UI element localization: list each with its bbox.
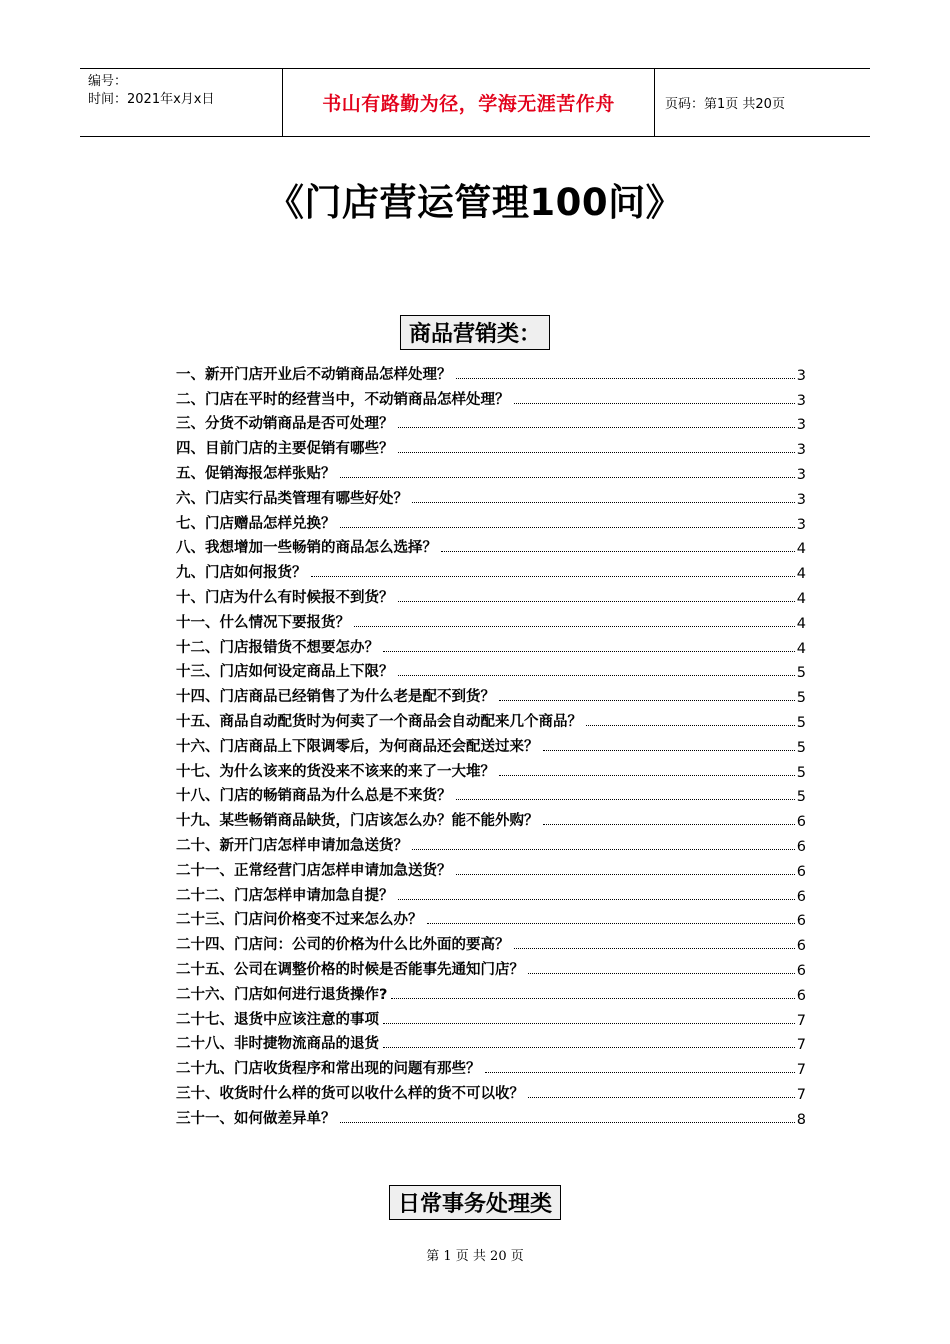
toc-entry[interactable]	[176, 954, 806, 979]
code-label: 编号：	[88, 74, 128, 89]
toc-leader-dots	[528, 1097, 795, 1098]
toc-entry-title: 二十二、门店怎样申请加急自提？	[176, 887, 394, 904]
toc-entry-title: 二十一、正常经营门店怎样申请加急送货？	[176, 862, 452, 879]
toc-leader-dots	[340, 527, 795, 528]
toc-entry[interactable]	[176, 681, 806, 706]
toc-entry[interactable]	[176, 483, 806, 508]
toc-entry[interactable]	[176, 905, 806, 930]
toc-entry[interactable]	[176, 731, 806, 756]
toc-entry-title: 二十五、公司在调整价格的时候是否能事先通知门店？	[176, 961, 524, 978]
toc-entry-title: 十、门店为什么有时候报不到货？	[176, 589, 394, 606]
toc-entry-title: 十三、门店如何设定商品上下限？	[176, 664, 394, 681]
toc-entry-page: 7	[796, 1012, 806, 1029]
section-heading-marketing: 商品营销类：	[400, 315, 550, 350]
table-of-contents	[176, 359, 806, 1128]
toc-entry-title: 三、分货不动销商品是否可处理？	[176, 416, 394, 433]
toc-entry-page: 4	[796, 541, 806, 558]
toc-leader-dots	[528, 973, 795, 974]
toc-leader-dots	[543, 750, 795, 751]
toc-leader-dots	[586, 725, 795, 726]
toc-leader-dots	[354, 626, 795, 627]
toc-entry[interactable]	[176, 1103, 806, 1128]
toc-entry-page: 5	[796, 714, 806, 731]
toc-entry-page: 7	[796, 1062, 806, 1079]
toc-entry-page: 6	[796, 838, 806, 855]
toc-leader-dots	[456, 378, 795, 379]
toc-leader-dots	[514, 948, 795, 949]
toc-entry-page: 6	[796, 987, 806, 1004]
toc-entry[interactable]	[176, 557, 806, 582]
toc-entry[interactable]	[176, 384, 806, 409]
toc-leader-dots	[311, 576, 795, 577]
toc-leader-dots	[499, 775, 795, 776]
toc-entry-page: 5	[796, 789, 806, 806]
toc-entry-title: 三十、收货时什么样的货可以收什么样的货不可以收？	[176, 1085, 524, 1102]
toc-leader-dots	[383, 651, 795, 652]
toc-entry[interactable]	[176, 830, 806, 855]
toc-entry-page: 6	[796, 814, 806, 831]
toc-entry-title: 四、目前门店的主要促销有哪些？	[176, 441, 394, 458]
toc-entry-page: 6	[796, 913, 806, 930]
toc-entry-title: 二十、新开门店怎样申请加急送货？	[176, 837, 408, 854]
toc-entry-page: 5	[796, 665, 806, 682]
toc-entry-title: 五、促销海报怎样张贴？	[176, 465, 336, 482]
header-page-info: 页码：第1页 共20页	[665, 97, 785, 112]
toc-entry-title: 十六、门店商品上下限调零后，为何商品还会配送过来？	[176, 738, 539, 755]
toc-entry[interactable]	[176, 781, 806, 806]
toc-entry-title: 二十三、门店问价格变不过来怎么办？	[176, 912, 423, 929]
toc-entry-title: 一、新开门店开业后不动销商品怎样处理？	[176, 366, 452, 383]
toc-entry-title: 二十七、退货中应该注意的事项	[176, 1011, 379, 1028]
page-footer: 第 1 页 共 20 页	[426, 1249, 524, 1264]
toc-entry-page: 5	[796, 739, 806, 756]
toc-leader-dots	[398, 427, 795, 428]
header-table	[80, 68, 870, 137]
toc-entry-title: 三十一、如何做差异单？	[176, 1110, 336, 1127]
toc-leader-dots	[412, 502, 795, 503]
toc-entry-page: 3	[796, 491, 806, 508]
toc-entry[interactable]	[176, 979, 806, 1004]
toc-entry-title: 十一、什么情况下要报货？	[176, 614, 350, 631]
toc-leader-dots	[398, 452, 795, 453]
toc-entry-page: 3	[796, 392, 806, 409]
toc-leader-dots	[340, 477, 795, 478]
toc-entry-page: 4	[796, 590, 806, 607]
toc-entry-title: 二、门店在平时的经营当中，不动销商品怎样处理？	[176, 391, 510, 408]
toc-entry-page: 6	[796, 938, 806, 955]
toc-entry[interactable]	[176, 1029, 806, 1054]
toc-entry-title: 八、我想增加一些畅销的商品怎么选择？	[176, 540, 437, 557]
toc-entry-page: 8	[796, 1111, 806, 1128]
toc-leader-dots	[514, 403, 795, 404]
toc-leader-dots	[441, 551, 795, 552]
toc-entry[interactable]	[176, 1004, 806, 1029]
toc-entry-title: 十七、为什么该来的货没来不该来的来了一大堆？	[176, 763, 495, 780]
toc-entry[interactable]	[176, 607, 806, 632]
toc-leader-dots	[398, 675, 795, 676]
toc-entry[interactable]	[176, 458, 806, 483]
toc-entry-title: 十四、门店商品已经销售了为什么老是配不到货？	[176, 689, 495, 706]
toc-entry-title: 十五、商品自动配货时为何卖了一个商品会自动配来几个商品？	[176, 713, 582, 730]
toc-entry[interactable]	[176, 582, 806, 607]
document-title: 《门店营运管理100问》	[266, 181, 684, 224]
toc-entry[interactable]	[176, 805, 806, 830]
toc-entry[interactable]	[176, 706, 806, 731]
toc-entry[interactable]	[176, 533, 806, 558]
toc-entry-page: 3	[796, 516, 806, 533]
toc-entry-page: 5	[796, 690, 806, 707]
toc-leader-dots	[427, 923, 795, 924]
toc-entry-title: 二十八、非时捷物流商品的退货	[176, 1036, 379, 1053]
toc-entry-page: 6	[796, 962, 806, 979]
toc-entry[interactable]	[176, 433, 806, 458]
toc-entry[interactable]	[176, 657, 806, 682]
toc-entry-title: 七、门店赠品怎样兑换？	[176, 515, 336, 532]
toc-entry-page: 6	[796, 888, 806, 905]
toc-entry[interactable]	[176, 409, 806, 434]
toc-leader-dots	[456, 799, 795, 800]
toc-leader-dots	[340, 1122, 795, 1123]
section-heading-daily-affairs: 日常事务处理类	[389, 1185, 561, 1220]
toc-entry-title: 二十六、门店如何进行退货操作?	[176, 986, 388, 1003]
toc-entry-title: 十八、门店的畅销商品为什么总是不来货？	[176, 788, 452, 805]
toc-entry[interactable]	[176, 508, 806, 533]
toc-leader-dots	[499, 700, 795, 701]
toc-entry-page: 7	[796, 1037, 806, 1054]
toc-entry-title: 十二、门店报错货不想要怎办？	[176, 639, 379, 656]
header-meta	[80, 69, 282, 136]
toc-leader-dots	[398, 601, 795, 602]
header-motto: 书山有路勤为径，学海无涯苦作舟	[282, 69, 655, 136]
toc-entry-page: 6	[796, 863, 806, 880]
toc-leader-dots	[543, 824, 795, 825]
toc-leader-dots	[412, 849, 795, 850]
toc-entry[interactable]	[176, 1053, 806, 1078]
toc-entry-title: 二十四、门店问：公司的价格为什么比外面的要高？	[176, 937, 510, 954]
date-label: 时间：2021年x月x日	[88, 92, 215, 107]
toc-entry-title: 十九、某些畅销商品缺货，门店该怎么办？能不能外购？	[176, 813, 539, 830]
toc-entry[interactable]	[176, 880, 806, 905]
toc-entry-page: 7	[796, 1086, 806, 1103]
toc-entry[interactable]	[176, 632, 806, 657]
toc-leader-dots	[398, 899, 795, 900]
toc-entry-page: 3	[796, 417, 806, 434]
toc-entry[interactable]	[176, 359, 806, 384]
toc-entry-page: 4	[796, 566, 806, 583]
toc-entry-page: 3	[796, 442, 806, 459]
toc-entry[interactable]	[176, 929, 806, 954]
toc-entry-page: 4	[796, 640, 806, 657]
toc-leader-dots	[485, 1072, 795, 1073]
toc-entry[interactable]	[176, 756, 806, 781]
toc-entry-title: 九、门店如何报货？	[176, 565, 307, 582]
toc-leader-dots	[383, 1023, 795, 1024]
toc-leader-dots	[391, 998, 794, 999]
toc-entry-title: 二十九、门店收货程序和常出现的问题有那些？	[176, 1061, 481, 1078]
toc-entry-page: 3	[796, 466, 806, 483]
toc-entry[interactable]	[176, 1078, 806, 1103]
toc-entry-page: 5	[796, 764, 806, 781]
toc-leader-dots	[383, 1047, 795, 1048]
toc-leader-dots	[456, 874, 795, 875]
toc-entry-page: 3	[796, 367, 806, 384]
toc-entry-title: 六、门店实行品类管理有哪些好处？	[176, 490, 408, 507]
toc-entry-page: 4	[796, 615, 806, 632]
toc-entry[interactable]	[176, 855, 806, 880]
